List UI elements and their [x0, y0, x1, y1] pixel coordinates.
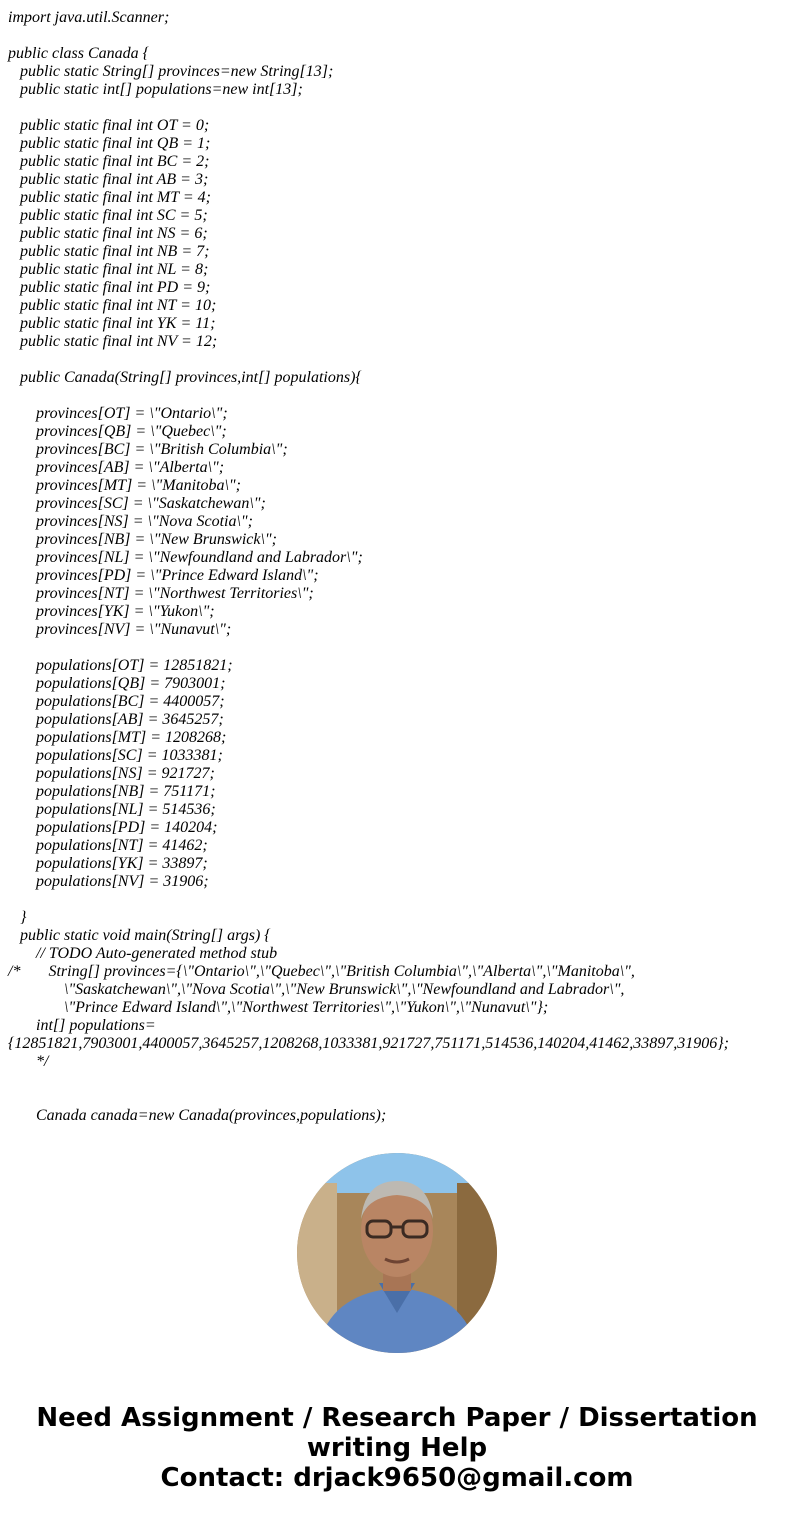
code-line: provinces[SC] = \"Saskatchewan\";: [8, 495, 266, 512]
code-line: public static final int YK = 11;: [8, 315, 216, 332]
code-line: provinces[AB] = \"Alberta\";: [8, 459, 225, 476]
code-line: provinces[NV] = \"Nunavut\";: [8, 621, 232, 638]
code-line: [8, 1089, 788, 1107]
code-line: [8, 1071, 788, 1089]
code-line: Canada canada=new Canada(provinces,populations);: [8, 1107, 387, 1124]
code-line: provinces[NT] = \"Northwest Territories\";: [8, 585, 314, 602]
code-line: provinces[PD] = \"Prince Edward Island\";: [8, 567, 319, 584]
code-line: public static final int AB = 3;: [8, 171, 209, 188]
code-line: populations[NT] = 41462;: [8, 837, 208, 854]
code-line: provinces[BC] = \"British Columbia\";: [8, 441, 288, 458]
code-line: public static final int NS = 6;: [8, 225, 208, 242]
code-line: int[] populations=: [8, 1017, 156, 1034]
code-line: populations[OT] = 12851821;: [8, 657, 233, 674]
code-line: populations[BC] = 4400057;: [8, 693, 225, 710]
code-line: /* String[] provinces={\"Ontario\",\"Quebec\",\"British Columbia\",\"Alberta\",\"Manitoba\",: [8, 963, 635, 980]
footer-line-1: Need Assignment / Research Paper / Dissertation: [36, 1403, 758, 1433]
code-line: provinces[NL] = \"Newfoundland and Labrador\";: [8, 549, 363, 566]
code-line: public static void main(String[] args) {: [8, 927, 271, 944]
code-line: public static final int PD = 9;: [8, 279, 211, 296]
footer-line-2: writing Help: [306, 1433, 488, 1463]
code-line: {12851821,7903001,4400057,3645257,1208268,1033381,921727,751171,514536,140204,41462,33897,31906};: [8, 1035, 729, 1052]
code-line: // TODO Auto-generated method stub: [8, 945, 278, 962]
code-line: populations[NL] = 514536;: [8, 801, 216, 818]
code-line: populations[NB] = 751171;: [8, 783, 216, 800]
code-line: public static final int NT = 10;: [8, 297, 217, 314]
code-line: public static final int QB = 1;: [8, 135, 211, 152]
code-line: }: [8, 909, 27, 926]
author-avatar: [297, 1153, 497, 1353]
code-line: provinces[MT] = \"Manitoba\";: [8, 477, 241, 494]
code-line: populations[PD] = 140204;: [8, 819, 218, 836]
code-line: public static final int NV = 12;: [8, 333, 218, 350]
code-line: public static final int OT = 0;: [8, 117, 210, 134]
code-line: populations[SC] = 1033381;: [8, 747, 223, 764]
code-line: provinces[NS] = \"Nova Scotia\";: [8, 513, 253, 530]
code-line: public static final int NL = 8;: [8, 261, 209, 278]
code-line: public class Canada {: [8, 45, 150, 62]
code-line: provinces[OT] = \"Ontario\";: [8, 405, 228, 422]
code-line: \"Saskatchewan\",\"Nova Scotia\",\"New Brunswick\",\"Newfoundland and Labrador\",: [8, 981, 625, 998]
contact-banner: [0, 1403, 794, 1493]
code-line: [8, 351, 788, 369]
code-line: public static final int NB = 7;: [8, 243, 210, 260]
code-line: provinces[YK] = \"Yukon\";: [8, 603, 215, 620]
code-line: populations[NS] = 921727;: [8, 765, 215, 782]
code-line: public static final int BC = 2;: [8, 153, 210, 170]
code-line: public static String[] provinces=new String[13];: [8, 63, 334, 80]
code-line: populations[AB] = 3645257;: [8, 711, 224, 728]
code-line: public Canada(String[] provinces,int[] populations){: [8, 369, 362, 386]
code-line: [8, 891, 788, 909]
code-line: [8, 27, 788, 45]
code-listing: [8, 9, 788, 1125]
code-line: populations[MT] = 1208268;: [8, 729, 227, 746]
code-line: [8, 639, 788, 657]
code-line: public static final int SC = 5;: [8, 207, 208, 224]
code-line: [8, 99, 788, 117]
code-line: */: [8, 1053, 49, 1070]
footer-line-3: Contact: drjack9650@gmail.com: [160, 1463, 634, 1493]
code-line: public static int[] populations=new int[13];: [8, 81, 303, 98]
code-line: provinces[QB] = \"Quebec\";: [8, 423, 227, 440]
code-line: [8, 387, 788, 405]
person-portrait-icon: [297, 1153, 497, 1353]
code-line: populations[NV] = 31906;: [8, 873, 209, 890]
code-line: import java.util.Scanner;: [8, 9, 170, 26]
code-line: populations[QB] = 7903001;: [8, 675, 226, 692]
code-line: public static final int MT = 4;: [8, 189, 211, 206]
code-line: provinces[NB] = \"New Brunswick\";: [8, 531, 277, 548]
code-line: \"Prince Edward Island\",\"Northwest Territories\",\"Yukon\",\"Nunavut\"};: [8, 999, 549, 1016]
code-line: populations[YK] = 33897;: [8, 855, 208, 872]
